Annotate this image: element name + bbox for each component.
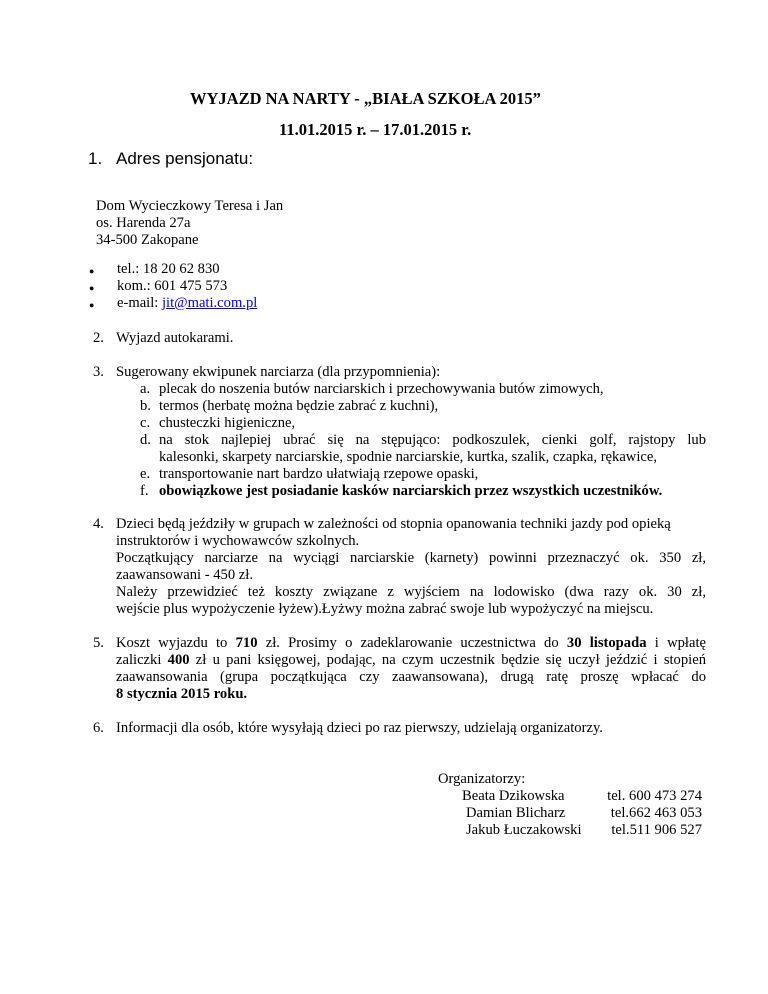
trip-dates: 11.01.2015 r. – 17.01.2015 r.: [279, 120, 472, 139]
section-2-text: Wyjazd autokarami.: [116, 330, 234, 346]
document-title: WYJAZD NA NARTY - „BIAŁA SZKOŁA 2015”: [190, 89, 541, 108]
cost-amount: 710: [235, 635, 258, 651]
text-span: Koszt wyjazdu to: [116, 635, 236, 651]
list-item: chusteczki higieniczne,: [159, 415, 296, 431]
list-item: termos (herbatę można będzie zabrać z kuchni),: [159, 398, 439, 414]
section-4-line: Początkujący narciarze na wyciągi narciarskie (karnety) powinni przeznaczyć ok. 350 zł,: [116, 550, 706, 566]
section-5-line-3: zaawansowania (grupa początkująca czy zaawansowana), drugą ratę proszę wpłacać do: [116, 669, 706, 685]
section-4-line: instruktorów i wychowawców szkolnych.: [116, 533, 360, 549]
text-span: zł. Prosimy o zadeklarowanie uczestnictwa do: [257, 635, 567, 651]
list-item-continuation: kalesonki, skarpety narciarskie, spodnie narciarskie, kurtka, szalik, czapka, rękawice,: [159, 449, 658, 465]
list-item: transportowanie nart bardzo ułatwiają rzepowe opaski,: [159, 466, 479, 482]
bullet-icon: ●: [89, 300, 95, 310]
list-letter: e.: [140, 466, 151, 482]
section-4-line: zaawansowani - 450 zł.: [116, 567, 253, 583]
second-payment-date: 8 stycznia 2015 roku.: [116, 686, 248, 702]
section-3-number: 3.: [93, 364, 104, 380]
section-2-number: 2.: [93, 330, 104, 346]
section-1-heading: Adres pensjonatu:: [116, 149, 254, 168]
address-line-1: Dom Wycieczkowy Teresa i Jan: [96, 198, 284, 214]
bullet-icon: ●: [89, 266, 95, 276]
section-6-number: 6.: [93, 720, 104, 736]
text-span: i wpłatę: [646, 635, 706, 651]
organizer-name: Damian Blicharz: [466, 805, 566, 821]
list-letter: b.: [140, 398, 151, 414]
email-link[interactable]: jit@mati.com.pl: [161, 295, 258, 311]
section-5-line-2: [116, 652, 706, 669]
list-item: plecak do noszenia butów narciarskich i przechowywania butów zimowych,: [159, 381, 604, 397]
address-line-3: 34-500 Zakopane: [96, 232, 199, 248]
deposit-amount: 400: [167, 652, 190, 668]
organizer-phone: tel.511 906 527: [611, 822, 702, 838]
contact-phone: tel.: 18 20 62 830: [117, 261, 220, 277]
section-3-intro: Sugerowany ekwipunek narciarza (dla przypomnienia):: [116, 364, 441, 380]
text-span: zł u pani księgowej, podając, na czym uczestnik będzie się uczył jeździć i stopień: [189, 652, 706, 668]
organizer-phone: tel.662 463 053: [610, 805, 702, 821]
list-letter: f.: [140, 483, 149, 499]
bullet-icon: ●: [89, 283, 95, 293]
contact-email-row: [117, 295, 257, 312]
contact-mobile: kom.: 601 475 573: [117, 278, 228, 294]
section-4-line: Należy przewidzieć też koszty związane z wyjściem na lodowisko (dwa razy ok. 30 zł,: [116, 584, 706, 600]
section-4-line: Dzieci będą jeździły w grupach w zależności od stopnia opanowania techniki jazdy pod opieką: [116, 516, 671, 532]
organizer-name: Jakub Łuczakowski: [466, 822, 582, 838]
organizers-heading: Organizatorzy:: [438, 771, 526, 787]
list-letter: a.: [140, 381, 151, 397]
organizer-phone: tel. 600 473 274: [607, 788, 702, 804]
section-4-line: wejście plus wypożyczenie łyżew).Łyżwy można zabrać swoje lub wypożyczyć na miejscu.: [116, 601, 654, 617]
email-label: e-mail:: [117, 295, 162, 311]
section-5-number: 5.: [93, 635, 104, 651]
text-span: zaliczki: [116, 652, 168, 668]
organizer-name: Beata Dzikowska: [462, 788, 565, 804]
address-line-2: os. Harenda 27a: [96, 215, 191, 231]
list-item-mandatory-helmets: obowiązkowe jest posiadanie kasków narciarskich przez wszystkich uczestników.: [159, 483, 663, 499]
section-5-line-1: [116, 635, 706, 652]
section-6-text: Informacji dla osób, które wysyłają dzieci po raz pierwszy, udzielają organizatorzy.: [116, 720, 603, 736]
section-4-number: 4.: [93, 516, 104, 532]
list-letter: d.: [140, 432, 151, 448]
section-1-number: 1.: [88, 149, 103, 168]
list-item: na stok najlepiej ubrać się na stępująco: podkoszulek, cienki golf, rajstopy lub: [159, 432, 706, 448]
list-letter: c.: [140, 415, 151, 431]
deadline-date: 30 listopada: [566, 635, 647, 651]
